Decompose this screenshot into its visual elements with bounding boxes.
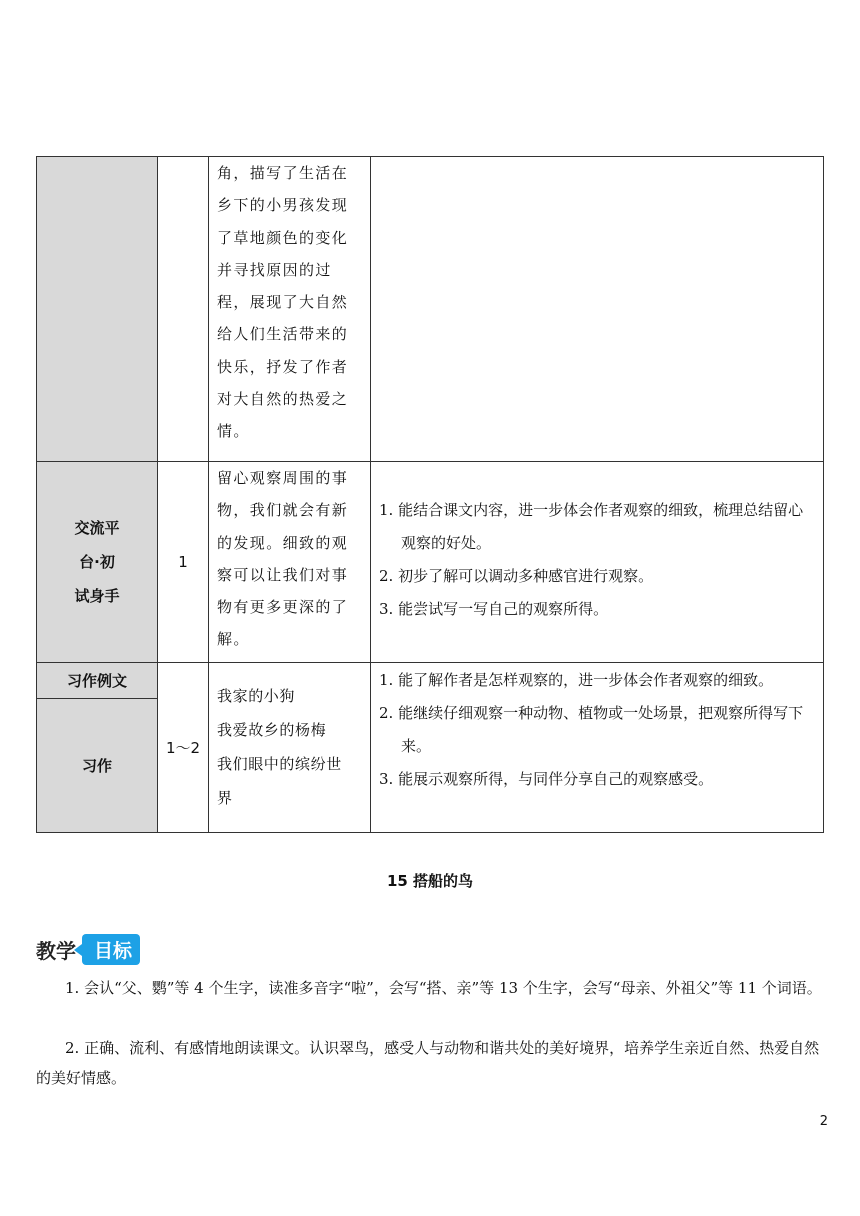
row3-periods-cell (158, 663, 209, 832)
page-number: 2 (819, 1114, 828, 1129)
lesson-plan-table (36, 156, 824, 833)
content-line: 快乐，抒发了作者 (217, 357, 349, 376)
content-line: 并寻找原因的过 (217, 260, 332, 279)
objective-item: 2. 初步了解可以调动多种感官进行观察。 (379, 567, 654, 585)
content-line: 我们眼中的缤纷世 (217, 755, 342, 773)
content-line: 程，展现了大自然 (217, 293, 349, 312)
row3-label-b-cell (37, 699, 158, 832)
row2-label-cell (37, 462, 158, 663)
goals-heading-text: 教学 (36, 938, 76, 963)
class-periods: 1 (178, 553, 188, 571)
goals-heading-tag: 目标 (82, 934, 140, 965)
unit-label-line: 交流平 (74, 519, 120, 537)
row1-content-cell (209, 157, 371, 462)
content-line: 我爱故乡的杨梅 (217, 721, 327, 739)
unit-label: 习作 (81, 756, 112, 775)
row2-periods-cell (158, 462, 209, 663)
row2-objectives-cell (371, 462, 823, 663)
row3-content-cell (209, 663, 371, 832)
goal-paragraph: 2. 正确、流利、有感情地朗读课文。认识翠鸟，感受人与动物和谐共处的美好境界，培养学生亲近自然、热爱自然的美好情感。 (36, 1039, 820, 1087)
unit-label-line: 试身手 (74, 587, 120, 605)
objective-item: 2. 能继续仔细观察一种动物、植物或一处场景，把观察所得写下来。 (379, 704, 804, 755)
teaching-goals-heading (36, 932, 140, 966)
content-line: 给人们生活带来的 (217, 325, 349, 344)
objective-item: 3. 能尝试写一写自己的观察所得。 (379, 600, 609, 618)
objective-item: 3. 能展示观察所得，与同伴分享自己的观察感受。 (379, 770, 714, 788)
row3-label-a-cell (37, 663, 158, 699)
class-periods: 1～2 (165, 739, 201, 757)
row1-objectives-cell (371, 157, 823, 462)
row2-content-cell (209, 462, 371, 663)
content-line: 解。 (217, 630, 250, 649)
content-line: 留心观察周围的事 (217, 469, 349, 487)
unit-label-line: 台·初 (79, 553, 115, 571)
content-line: 对大自然的热爱之 (217, 390, 349, 409)
content-line: 的发现。细致的观 (217, 533, 349, 552)
objective-item: 1. 能了解作者是怎样观察的，进一步体会作者观察的细致。 (379, 671, 774, 689)
row1-label-cell (37, 157, 158, 462)
content-line: 界 (217, 789, 233, 807)
unit-label: 习作例文 (66, 671, 127, 690)
content-line: 察可以让我们对事 (217, 565, 349, 584)
goal-paragraph: 1. 会认“父、鹦”等 4 个生字，读准多音字“啦”，会写“搭、亲”等 13 个生字，会写“母亲、外祖父”等 11 个词语。 (65, 979, 822, 997)
row1-periods-cell (158, 157, 209, 462)
lesson-title: 15 搭船的鸟 (386, 872, 474, 890)
content-line: 乡下的小男孩发现 (217, 196, 349, 215)
content-line: 情。 (217, 422, 250, 441)
content-line: 我家的小狗 (217, 687, 296, 705)
row3-objectives-cell (371, 663, 823, 832)
content-line: 角，描写了生活在 (217, 164, 349, 182)
content-line: 物，我们就会有新 (217, 501, 349, 520)
content-line: 了草地颜色的变化 (217, 228, 349, 247)
content-line: 物有更多更深的了 (217, 598, 349, 617)
objective-item: 1. 能结合课文内容，进一步体会作者观察的细致，梳理总结留心观察的好处。 (379, 501, 804, 552)
